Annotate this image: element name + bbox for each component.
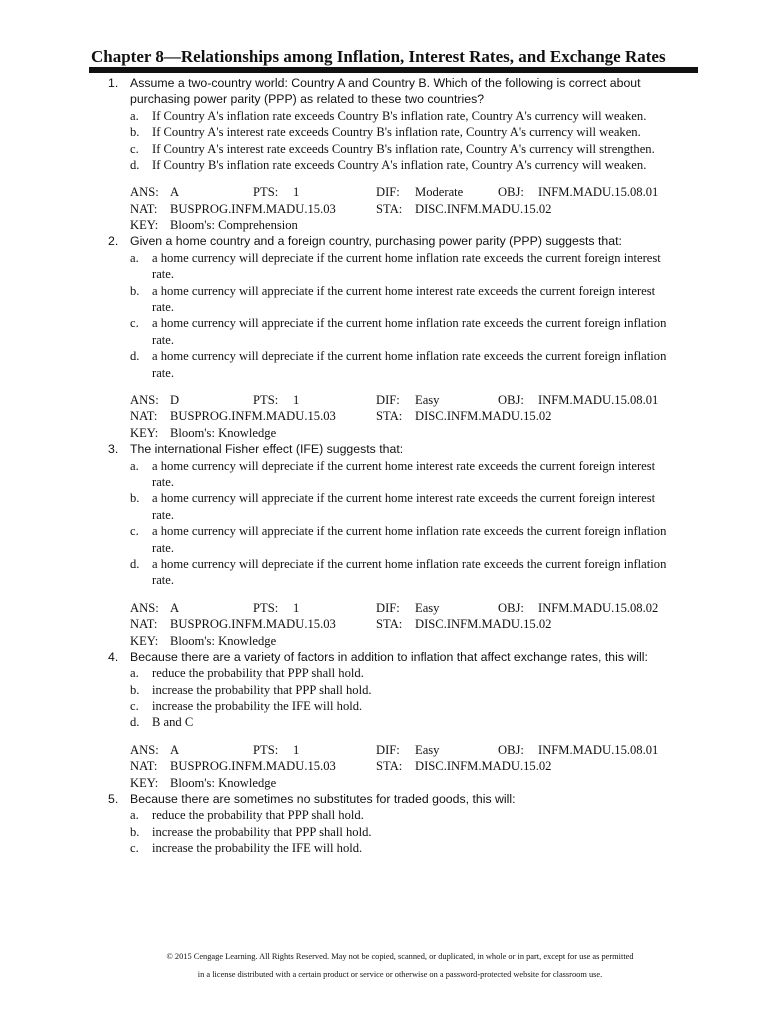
option-letter: b.	[130, 491, 140, 506]
meta-label-key: KEY:	[130, 775, 159, 790]
option-letter: a.	[130, 666, 139, 681]
answer-option	[0, 250, 672, 283]
metadata-row	[0, 775, 768, 791]
meta-value-key: Bloom's: Comprehension	[170, 218, 298, 233]
question-number: 4.	[108, 649, 119, 664]
question-number: 3.	[108, 442, 119, 457]
metadata-row	[0, 392, 768, 408]
option-text: a home currency will appreciate if the current home inflation rate exceeds the current foreign inflation rate.	[152, 524, 667, 555]
title-rule	[89, 67, 698, 73]
question-text: Because there are a variety of factors in addition to inflation that affect exchange rates, this will:	[130, 649, 648, 664]
question-stem	[0, 75, 670, 108]
option-letter: c.	[130, 698, 139, 713]
question-text: Because there are sometimes no substitutes for traded goods, this will:	[130, 791, 516, 806]
question-stem	[0, 791, 670, 807]
meta-label-ans: ANS:	[130, 742, 159, 757]
meta-label-sta: STA:	[376, 617, 403, 632]
meta-label-key: KEY:	[130, 633, 159, 648]
meta-label-sta: STA:	[376, 759, 403, 774]
answer-option	[0, 458, 672, 491]
meta-value-nat: BUSPROG.INFM.MADU.15.03	[170, 617, 336, 632]
option-text: reduce the probability that PPP shall hold.	[152, 808, 364, 823]
question-text: Assume a two-country world: Country A and Country B. Which of the following is correct about purchasing power parity (PPP) as related to these two countries?	[130, 76, 641, 107]
option-text: If Country A's interest rate exceeds Country B's inflation rate, Country A's currency will strengthen.	[152, 141, 655, 156]
meta-label-dif: DIF:	[376, 393, 400, 408]
meta-label-pts: PTS:	[253, 600, 279, 615]
meta-label-obj: OBJ:	[498, 393, 524, 408]
meta-value-key: Bloom's: Knowledge	[170, 425, 277, 440]
copyright-line-1: © 2015 Cengage Learning. All Rights Reserved. May not be copied, scanned, or duplicated, in whole or in part, except for use as permitted	[166, 952, 634, 961]
meta-value-ans: A	[170, 600, 180, 615]
answer-option	[0, 108, 672, 124]
meta-value-pts: 1	[293, 393, 300, 408]
option-letter: d.	[130, 158, 140, 173]
meta-value-obj: INFM.MADU.15.08.01	[538, 742, 659, 757]
question-stem	[0, 441, 670, 457]
option-letter: a.	[130, 808, 139, 823]
answer-metadata	[0, 184, 768, 233]
meta-value-dif: Moderate	[415, 185, 464, 200]
option-letter: c.	[130, 524, 139, 539]
option-text: a home currency will depreciate if the current home inflation rate exceeds the current foreign inflation rate.	[152, 349, 667, 380]
metadata-row	[0, 184, 768, 200]
meta-label-sta: STA:	[376, 201, 403, 216]
option-letter: d.	[130, 349, 140, 364]
meta-label-obj: OBJ:	[498, 600, 524, 615]
chapter-title: Chapter 8—Relationships among Inflation, Interest Rates, and Exchange Rates	[91, 47, 666, 66]
meta-label-pts: PTS:	[253, 742, 279, 757]
option-letter: c.	[130, 841, 139, 855]
metadata-row	[0, 217, 768, 233]
metadata-row	[0, 600, 768, 616]
meta-value-sta: DISC.INFM.MADU.15.02	[415, 201, 552, 216]
meta-label-ans: ANS:	[130, 393, 159, 408]
meta-label-key: KEY:	[130, 425, 159, 440]
option-text: If Country A's inflation rate exceeds Country B's inflation rate, Country A's currency will weaken.	[152, 108, 647, 123]
meta-value-nat: BUSPROG.INFM.MADU.15.03	[170, 759, 336, 774]
meta-label-dif: DIF:	[376, 185, 400, 200]
meta-label-nat: NAT:	[130, 201, 158, 216]
answer-option	[0, 124, 672, 140]
option-text: increase the probability the IFE will hold.	[152, 841, 363, 855]
meta-value-pts: 1	[293, 185, 300, 200]
question-number: 1.	[108, 76, 119, 90]
meta-value-key: Bloom's: Knowledge	[170, 775, 277, 790]
meta-label-dif: DIF:	[376, 742, 400, 757]
question-stem	[0, 233, 670, 249]
option-letter: d.	[130, 715, 140, 730]
question-text: Given a home country and a foreign country, purchasing power parity (PPP) suggests that:	[130, 234, 622, 249]
answer-option	[0, 807, 672, 823]
option-letter: a.	[130, 108, 139, 123]
meta-value-ans: D	[170, 393, 180, 408]
meta-value-key: Bloom's: Knowledge	[170, 633, 277, 648]
meta-value-dif: Easy	[415, 600, 440, 615]
meta-value-sta: DISC.INFM.MADU.15.02	[415, 617, 552, 632]
option-text: increase the probability the IFE will hold.	[152, 698, 363, 713]
metadata-row	[0, 633, 768, 649]
meta-label-pts: PTS:	[253, 185, 279, 200]
answer-option	[0, 665, 672, 681]
option-text: a home currency will depreciate if the current home inflation rate exceeds the current foreign inflation rate.	[152, 556, 667, 588]
meta-value-dif: Easy	[415, 742, 440, 757]
answer-option	[0, 698, 672, 714]
meta-value-obj: INFM.MADU.15.08.01	[538, 185, 659, 200]
answer-option	[0, 682, 672, 698]
metadata-row	[0, 616, 768, 632]
meta-label-key: KEY:	[130, 218, 159, 233]
meta-value-obj: INFM.MADU.15.08.02	[538, 600, 659, 615]
question-stem	[0, 649, 670, 665]
meta-value-dif: Easy	[415, 393, 440, 408]
option-text: increase the probability that PPP shall hold.	[152, 824, 372, 839]
meta-label-dif: DIF:	[376, 600, 400, 615]
meta-label-ans: ANS:	[130, 600, 159, 615]
answer-option	[0, 556, 672, 589]
option-text: a home currency will appreciate if the current home inflation rate exceeds the current foreign inflation rate.	[152, 316, 667, 347]
metadata-row	[0, 408, 768, 424]
meta-label-nat: NAT:	[130, 617, 158, 632]
option-letter: c.	[130, 316, 139, 331]
metadata-row	[0, 201, 768, 217]
answer-metadata	[0, 742, 768, 791]
answer-metadata	[0, 600, 768, 649]
option-letter: b.	[130, 682, 140, 697]
question-number: 2.	[108, 234, 119, 249]
question-item	[0, 233, 768, 441]
option-text: a home currency will depreciate if the current home inflation rate exceeds the current foreign interest rate.	[152, 250, 661, 282]
copyright-footer	[100, 948, 700, 984]
option-text: increase the probability that PPP shall hold.	[152, 682, 372, 697]
answer-option	[0, 348, 672, 381]
question-list	[0, 75, 768, 856]
answer-option	[0, 283, 672, 316]
meta-value-ans: A	[170, 185, 180, 200]
copyright-line-2: in a license distributed with a certain product or service or otherwise on a password-protected website for classroom use.	[197, 970, 603, 979]
answer-option	[0, 315, 672, 348]
meta-label-nat: NAT:	[130, 759, 158, 774]
option-letter: c.	[130, 141, 139, 156]
meta-value-nat: BUSPROG.INFM.MADU.15.03	[170, 409, 336, 424]
answer-option	[0, 714, 672, 730]
option-text: reduce the probability that PPP shall hold.	[152, 666, 364, 681]
option-text: B and C	[152, 715, 194, 730]
option-text: a home currency will depreciate if the current home interest rate exceeds the current foreign interest rate.	[152, 458, 656, 489]
meta-label-sta: STA:	[376, 409, 403, 424]
meta-value-ans: A	[170, 742, 180, 757]
question-item	[0, 441, 768, 649]
option-text: a home currency will appreciate if the current home interest rate exceeds the current foreign interest rate.	[152, 491, 656, 522]
option-text: If Country A's interest rate exceeds Country B's inflation rate, Country A's currency will weaken.	[152, 125, 641, 140]
question-item	[0, 649, 768, 791]
answer-option	[0, 840, 672, 856]
meta-value-sta: DISC.INFM.MADU.15.02	[415, 409, 552, 424]
option-letter: b.	[130, 125, 140, 140]
option-letter: a.	[130, 250, 139, 265]
answer-option	[0, 157, 672, 173]
meta-label-nat: NAT:	[130, 409, 158, 424]
question-item	[0, 75, 768, 233]
option-text: a home currency will appreciate if the current home interest rate exceeds the current foreign interest rate.	[152, 283, 656, 315]
question-text: The international Fisher effect (IFE) suggests that:	[130, 442, 404, 457]
meta-value-obj: INFM.MADU.15.08.01	[538, 393, 659, 408]
meta-value-pts: 1	[293, 600, 300, 615]
question-number: 5.	[108, 791, 119, 806]
question-item	[0, 791, 768, 857]
option-letter: d.	[130, 556, 140, 571]
meta-label-pts: PTS:	[253, 393, 279, 408]
metadata-row	[0, 425, 768, 441]
metadata-row	[0, 758, 768, 774]
option-letter: b.	[130, 283, 140, 298]
option-text: If Country B's inflation rate exceeds Country A's inflation rate, Country A's currency will weaken.	[152, 158, 647, 173]
meta-value-nat: BUSPROG.INFM.MADU.15.03	[170, 201, 336, 216]
meta-value-sta: DISC.INFM.MADU.15.02	[415, 759, 552, 774]
answer-option	[0, 523, 672, 556]
option-letter: a.	[130, 458, 139, 473]
meta-label-ans: ANS:	[130, 185, 159, 200]
meta-label-obj: OBJ:	[498, 185, 524, 200]
meta-value-pts: 1	[293, 742, 300, 757]
answer-option	[0, 824, 672, 840]
answer-option	[0, 490, 672, 523]
metadata-row	[0, 742, 768, 758]
meta-label-obj: OBJ:	[498, 742, 524, 757]
answer-metadata	[0, 392, 768, 441]
answer-option	[0, 141, 672, 157]
option-letter: b.	[130, 824, 140, 839]
